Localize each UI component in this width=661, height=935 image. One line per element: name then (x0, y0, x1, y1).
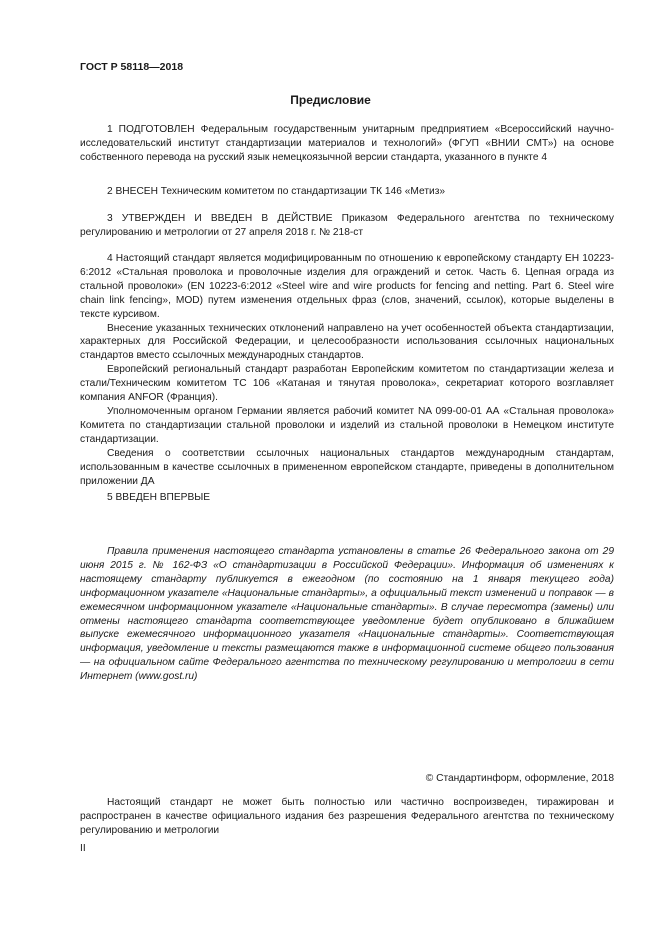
section-4-paragraph: Сведения о соответствии ссылочных национальных стандартов международным стандартам, использованным в качестве ссылочных в примененном европейском стандарте, приведены в дополнительном приложении ДА (80, 447, 614, 487)
copyright-line: © Стандартинформ, оформление, 2018 (425, 773, 614, 784)
section-5 (80, 491, 614, 505)
reproduction-text: Настоящий стандарт не может быть полностью или частично воспроизведен, тиражирован и распространен в качестве официального издания без разрешения Федерального агентства по техническому регулированию и метрологии (80, 797, 614, 836)
section-2 (80, 185, 614, 199)
section-4-paragraph: Внесение указанных технических отклонений направлено на учет особенностей объекта стандартизации, характерных для Российской Федерации, и целесообразности использования ссылочных национальных стандартов вместо ссылочных международных стандартов. (80, 322, 614, 362)
section-4 (80, 252, 614, 488)
page-title: Предисловие (290, 93, 371, 107)
section-4-paragraph: Европейский региональный стандарт разработан Европейским комитетом по стандартизации железа и стали/Техническим комитетом ТС 106 «Катаная и тянутая проволока», секретариат которого возглавляет компания ANFOR (Франция). (80, 364, 614, 404)
section-4-paragraph: 4 Настоящий стандарт является модифицированным по отношению к европейскому стандарту ЕН 10223-6:2012 «Стальная проволока и проволочные изделия для ограждений и сеток. Часть 6. Цепная ограда из стальной проволоки» (EN 10223-6:2012 «Steel wire and wire products for fencing and netting. Part 6. Steel wire chain link fencing», MOD) путем изменения отдельных фраз (слов, значений, ссылок), которые выделены в тексте курсивом. (80, 253, 614, 320)
section-3 (80, 212, 614, 240)
section-5-text: 5 ВВЕДЕН ВПЕРВЫЕ (107, 492, 211, 503)
standard-rules-notice (80, 545, 614, 684)
section-4-paragraph: Уполномоченным органом Германии является рабочий комитет NA 099-00-01 АА «Стальная проволока» Комитета по стандартизации стальной проволоки и изделий из стальной проволоки в Немецком институте стандартизации. (80, 405, 614, 445)
reproduction-notice (80, 796, 614, 838)
page-number: II (80, 843, 86, 854)
notice-text: Правила применения настоящего стандарта установлены в статье 26 Федерального закона от 29 июня 2015 г. № 162-ФЗ «О стандартизации в Российской Федерации». Информация об изменениях к настоящему стандарту публикуется в ежегодном (по состоянию на 1 января текущего года) информационном указателе «Национальные стандарты», а официальный текст изменений и поправок — в ежемесячном информационном указателе «Национальные стандарты». В случае пересмотра (замены) или отмены настоящего стандарта соответствующее уведомление будет опубликовано в ближайшем выпуске ежемесячного информационного указателя «Национальные стандарты». Соответствующая информация, уведомление и тексты размещаются также в информационной системе общего пользования — на официальном сайте Федерального агентства по техническому регулированию и метрологии в сети Интернет (www.gost.ru) (80, 546, 614, 683)
section-3-text: 3 УТВЕРЖДЕН И ВВЕДЕН В ДЕЙСТВИЕ Приказом Федерального агентства по техническому регулированию и метрологии от 27 апреля 2018 г. № 218-ст (80, 213, 614, 238)
section-2-text: 2 ВНЕСЕН Техническим комитетом по стандартизации ТК 146 «Метиз» (107, 186, 446, 197)
section-1-text: 1 ПОДГОТОВЛЕН Федеральным государственным унитарным предприятием «Всероссийский научно-исследовательский институт стандартизации материалов и технологий» (ФГУП «ВНИИ СМТ») на основе собственного перевода на русский язык немецкоязычной версии стандарта, указанного в пункте 4 (80, 124, 614, 163)
section-1 (80, 123, 614, 165)
standard-id-header: ГОСТ Р 58118—2018 (80, 61, 184, 73)
